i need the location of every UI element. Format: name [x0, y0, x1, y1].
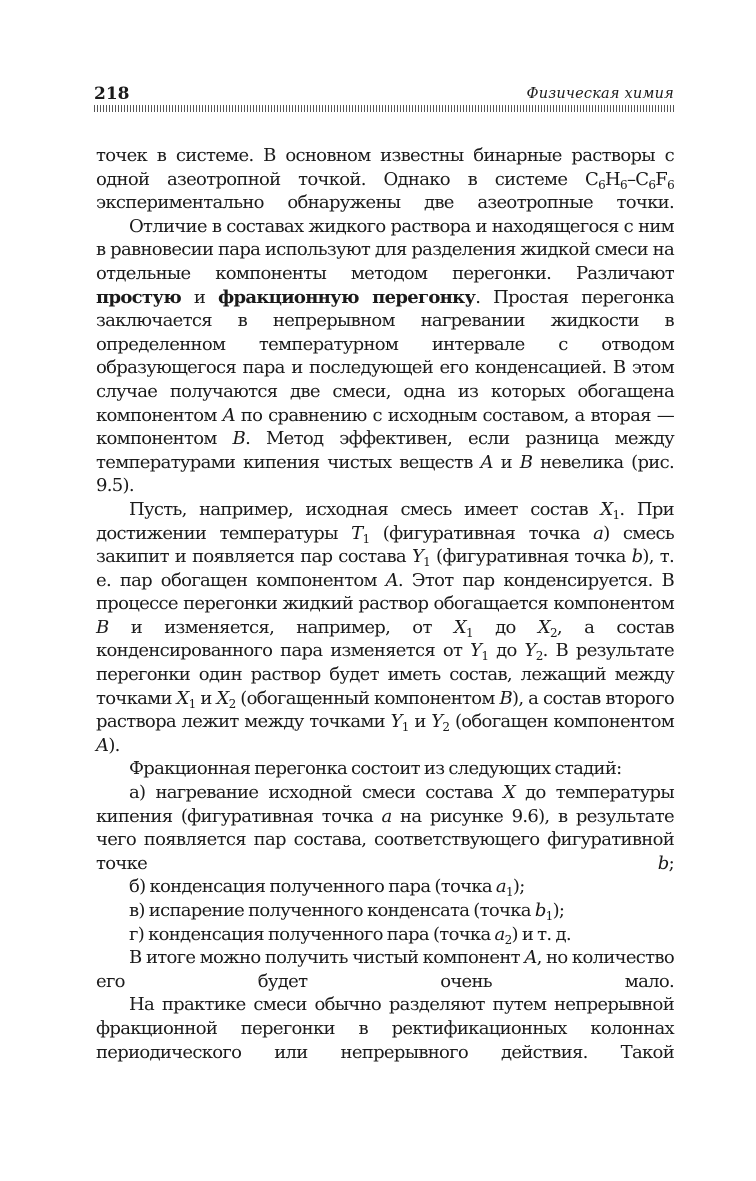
page-number: 218	[94, 84, 130, 104]
list-item-v	[96, 899, 674, 923]
page-header	[94, 84, 674, 104]
p1-line-1: точек в системе. В основном известны бинарные растворы	[96, 145, 655, 166]
p1-line-3: экспериментально обнаружены две азеотропные точки.	[96, 192, 674, 214]
p1-line-2: с одной азеотропной точкой. Однако в системе $C_6H_6-C_6F_6$	[96, 145, 674, 192]
p5-text: а) нагревание исходной смеси состава X до температуры кипения (фигуративная точка a на рисунке 9.6), в результате чего появляется пар состава, соответствующего фигуративной точке b;	[96, 782, 674, 874]
header-rule	[94, 105, 674, 112]
body-text	[96, 144, 674, 1064]
p9-text: В итоге можно получить чистый компонент A, но количество его будет очень мало.	[96, 947, 674, 992]
list-item-b	[96, 875, 674, 899]
p2-text-a: Отличие в составах жидкого раствора и находящегося с ним в равновесии пара используют для разделения жидкой смеси на отдельные компоненты методом перегонки. Различают	[96, 215, 674, 284]
p7-text: в) испарение полученного конденсата (точка $b_1$);	[129, 900, 565, 923]
paragraph-3	[96, 498, 674, 758]
paragraph-10	[96, 993, 674, 1064]
p4-text: Фракционная перегонка состоит из следующих стадий:	[129, 758, 622, 780]
paragraph-1	[96, 144, 674, 215]
term-fractional-distillation: фракционную перегонку	[217, 286, 476, 308]
running-head: Физическая химия	[526, 86, 674, 102]
paragraph-9	[96, 946, 674, 993]
paragraph-2	[96, 215, 674, 498]
p2-text-c: . Простая перегонка заключается в непрерывном нагревании жидкости в определенном температурном интервале с отводом образующегося пара и последующей его конденсацией. В этом случае получаются две смеси, одна из которых обогащена компонентом A по сравнению с исходным составом, а вторая — компонентом B. Метод эффективен, если разница между температурами кипения чистых веществ A и B невелика (рис. 9.5).	[96, 286, 675, 497]
p3-text: Пусть, например, исходная смесь имеет состав $X_1$. При достижении температуры $T_1$ (фигуративная точка a) смесь закипит и появляется пар состава $Y_1$ (фигуративная точка b), т. е. пар обогащен компонентом A. Этот пар конденсируется. В процессе перегонки жидкий раствор обогащается компонентом B и изменяется, например, от $X_1$ до $X_2$, а состав конденсированного пара изменяется от $Y_1$ до $Y_2$. В результате перегонки один раствор будет иметь состав, лежащий между точками $X_1$ и $X_2$ (обогащенный компонентом B), а состав второго раствора лежит между точками $Y_1$ и $Y_2$ (обогащен компонентом A).	[96, 498, 675, 756]
p8-text: г) конденсация полученного пара (точка $a_2$) и т. д.	[129, 923, 571, 947]
p10-text: На практике смеси обычно разделяют путем непрерывной фракционной перегонки в ректификационных колоннах периодического или непрерывного действия. Такой	[96, 994, 674, 1063]
paragraph-4	[96, 757, 674, 781]
list-item-a	[96, 781, 674, 875]
term-simple-distillation: простую	[96, 286, 181, 308]
p6-text: б) конденсация полученного пара (точка $a_1$);	[129, 876, 525, 900]
p2-text-b: и	[180, 286, 218, 308]
list-item-g	[96, 923, 674, 947]
